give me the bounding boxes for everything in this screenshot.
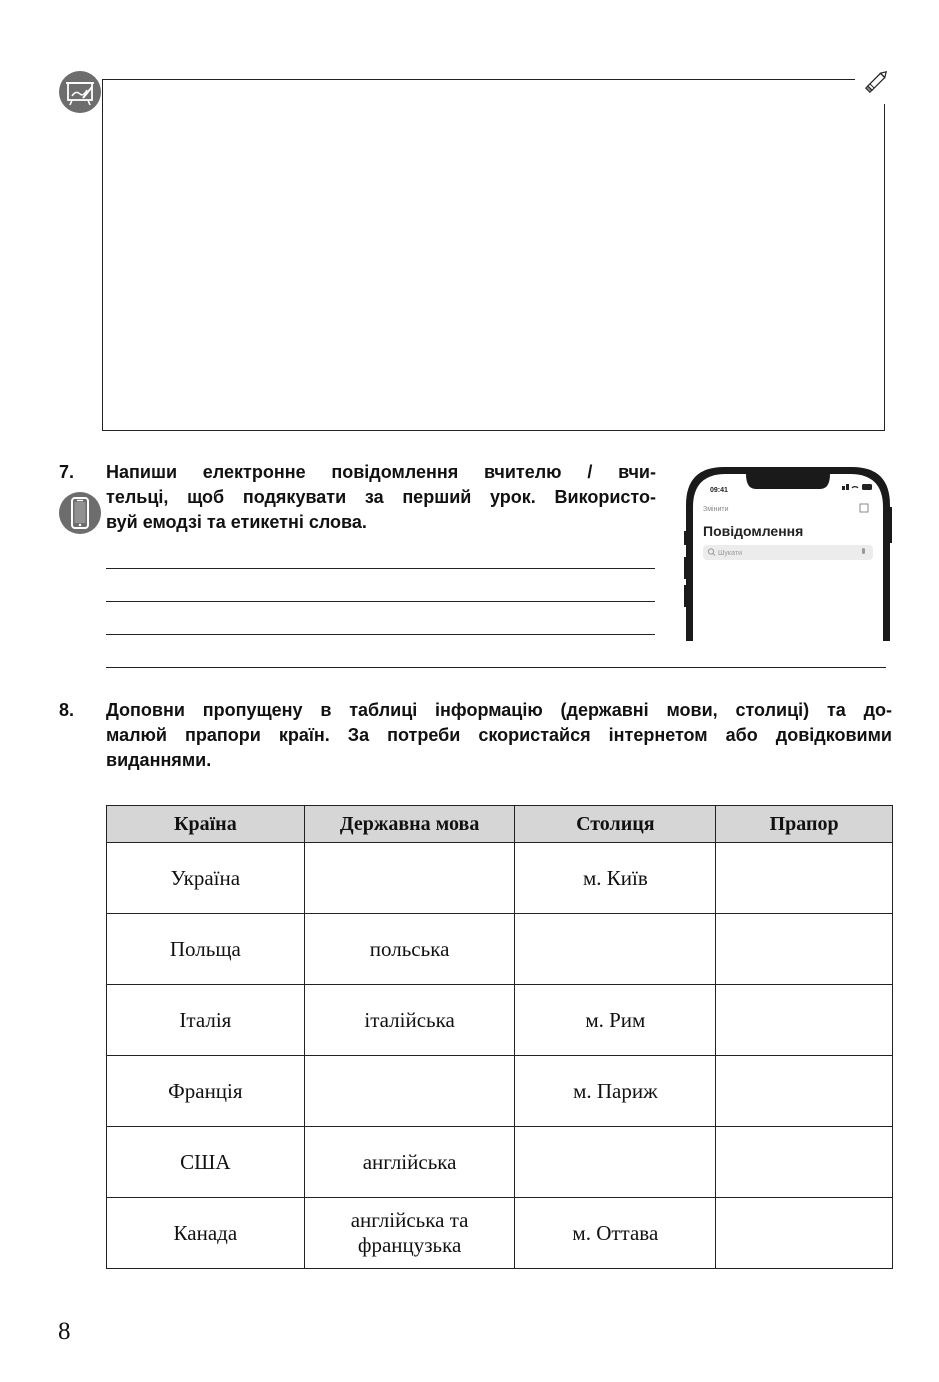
capital-cell: м. Париж <box>515 1056 716 1127</box>
task-7-line: вуй емодзі та етикетні слова. <box>106 512 367 532</box>
countries-table <box>106 805 893 1269</box>
language-cell[interactable] <box>304 1056 515 1127</box>
task-8-instructions <box>106 698 892 773</box>
table-row <box>107 914 893 985</box>
column-header-flag: Прапор <box>716 806 893 843</box>
task-8-line: виданнями. <box>106 750 212 770</box>
capital-cell[interactable] <box>515 914 716 985</box>
task-8-line: малюй прапори країн. За потреби скористайся інтернетом або довідковими <box>106 725 892 745</box>
page-number: 8 <box>58 1318 71 1345</box>
task-7-line: тельці, щоб подякувати за перший урок. Використо- <box>106 487 656 507</box>
country-cell: Франція <box>107 1056 305 1127</box>
language-cell <box>304 1198 515 1269</box>
capital-cell[interactable] <box>515 1127 716 1198</box>
table-row <box>107 843 893 914</box>
flag-cell[interactable] <box>716 914 893 985</box>
task-8-line: Доповни пропущену в таблиці інформацію (державні мови, столиці) та до- <box>106 700 892 720</box>
microphone-icon <box>862 548 865 554</box>
flag-cell[interactable] <box>716 843 893 914</box>
drawing-area[interactable] <box>102 79 885 431</box>
drawing-task-icon <box>59 71 101 113</box>
language-cell-line: англійська та <box>350 1208 469 1232</box>
language-cell: англійська <box>304 1127 515 1198</box>
phone-task-icon <box>59 492 101 534</box>
pencil-icon <box>862 66 892 96</box>
phone-time: 09:41 <box>710 487 728 494</box>
flag-cell[interactable] <box>716 985 893 1056</box>
drawing-area-right-border <box>884 104 885 430</box>
task-8-number: 8. <box>59 700 75 720</box>
language-cell[interactable] <box>304 843 515 914</box>
phone-illustration <box>684 465 892 641</box>
capital-cell: м. Оттава <box>515 1198 716 1269</box>
phone-screen-title: Повідомлення <box>703 523 804 539</box>
table-row <box>107 1056 893 1127</box>
task-7-number: 7. <box>59 462 75 482</box>
language-cell: італійська <box>304 985 515 1056</box>
capital-cell: м. Рим <box>515 985 716 1056</box>
table-row <box>107 985 893 1056</box>
table-row <box>107 1127 893 1198</box>
drawing-area-top-border <box>103 79 855 80</box>
writing-line[interactable] <box>106 568 655 569</box>
language-cell: польська <box>304 914 515 985</box>
country-cell: Італія <box>107 985 305 1056</box>
column-header-capital: Столиця <box>515 806 716 843</box>
flag-cell[interactable] <box>716 1056 893 1127</box>
phone-edit-label: Змінити <box>703 506 729 513</box>
flag-cell[interactable] <box>716 1127 893 1198</box>
column-header-country: Країна <box>107 806 305 843</box>
task-7-line: Напиши електронне повідомлення вчителю / вчи- <box>106 462 656 482</box>
table-header-row <box>107 806 893 843</box>
writing-line[interactable] <box>106 601 655 602</box>
country-cell: Польща <box>107 914 305 985</box>
country-cell: Україна <box>107 843 305 914</box>
writing-line[interactable] <box>106 634 655 635</box>
table-row <box>107 1198 893 1269</box>
capital-cell: м. Київ <box>515 843 716 914</box>
task-7-instructions <box>106 460 656 535</box>
writing-line[interactable] <box>106 667 886 668</box>
flag-cell[interactable] <box>716 1198 893 1269</box>
language-cell-line: французька <box>357 1233 462 1257</box>
country-cell: Канада <box>107 1198 305 1269</box>
phone-search-placeholder: Шукати <box>718 550 742 557</box>
country-cell: США <box>107 1127 305 1198</box>
column-header-language: Державна мова <box>304 806 515 843</box>
